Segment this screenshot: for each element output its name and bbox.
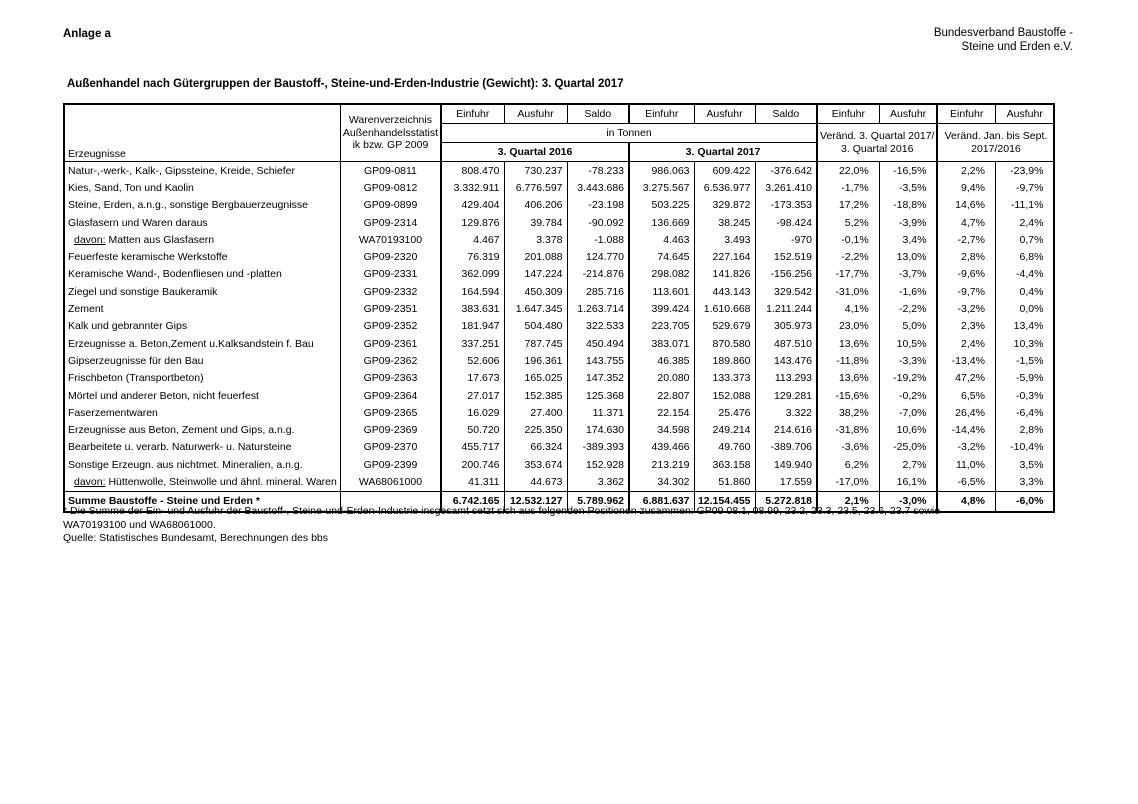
value-cell: 285.716: [567, 283, 629, 300]
value-cell: 2,2%: [937, 162, 995, 180]
col-header-einfuhr-change-quarter: Einfuhr: [817, 104, 879, 124]
value-cell: 181.947: [441, 318, 504, 335]
value-cell: 305.973: [755, 318, 817, 335]
col-header-q2016: 3. Quartal 2016: [441, 143, 629, 162]
col-header-saldo-2016: Saldo: [567, 104, 629, 124]
value-cell: 2,4%: [995, 214, 1054, 231]
value-cell: 1.610.668: [694, 300, 755, 317]
product-code: WA70193100: [340, 231, 441, 248]
value-cell: -13,4%: [937, 352, 995, 369]
table-header: [64, 104, 1054, 162]
product-name: Natur-,-werk-, Kalk-, Gipssteine, Kreide, Schiefer: [64, 162, 340, 180]
table-row: [64, 439, 1054, 456]
value-cell: 149.940: [755, 456, 817, 473]
value-cell: 504.480: [504, 318, 567, 335]
value-cell: 10,3%: [995, 335, 1054, 352]
value-cell: 41.311: [441, 473, 504, 491]
value-cell: 174.630: [567, 421, 629, 438]
product-code: GP09-2351: [340, 300, 441, 317]
product-name: Sonstige Erzeugn. aus nichtmet. Mineralien, a.n.g.: [64, 456, 340, 473]
table-row: [64, 404, 1054, 421]
table-row: [64, 387, 1054, 404]
value-cell: 329.542: [755, 283, 817, 300]
table-row: [64, 370, 1054, 387]
davon-prefix: davon:: [74, 233, 106, 246]
product-code: WA68061000: [340, 473, 441, 491]
value-cell: 165.025: [504, 370, 567, 387]
value-cell: 164.594: [441, 283, 504, 300]
organization-line-2: Steine und Erden e.V.: [961, 41, 1073, 53]
value-cell: -3,0%: [879, 491, 937, 512]
value-cell: -1,7%: [817, 179, 879, 196]
value-cell: -31,0%: [817, 283, 879, 300]
col-header-erzeugnisse: Erzeugnisse: [64, 104, 340, 162]
value-cell: 13,4%: [995, 318, 1054, 335]
value-cell: 363.158: [694, 456, 755, 473]
value-cell: 152.519: [755, 248, 817, 265]
col-header-ausfuhr-2016: Ausfuhr: [504, 104, 567, 124]
value-cell: 51.860: [694, 473, 755, 491]
value-cell: 487.510: [755, 335, 817, 352]
value-cell: 113.601: [629, 283, 694, 300]
product-code: GP09-2369: [340, 421, 441, 438]
col-header-change-quarter: Veränd. 3. Quartal 2017/ 3. Quartal 2016: [817, 124, 937, 162]
value-cell: 3.443.686: [567, 179, 629, 196]
value-cell: 189.860: [694, 352, 755, 369]
sum-row-label: Summe Baustoffe - Steine und Erden *: [64, 491, 340, 512]
table-row: [64, 231, 1054, 248]
col-header-einfuhr-change-ytd: Einfuhr: [937, 104, 995, 124]
foreign-trade-table: [63, 103, 1055, 513]
value-cell: 136.669: [629, 214, 694, 231]
value-cell: 6.881.637: [629, 491, 694, 512]
value-cell: -389.706: [755, 439, 817, 456]
product-code: GP09-2332: [340, 283, 441, 300]
value-cell: 14,6%: [937, 197, 995, 214]
value-cell: 0,0%: [995, 300, 1054, 317]
value-cell: 529.679: [694, 318, 755, 335]
col-header-einfuhr-2016: Einfuhr: [441, 104, 504, 124]
value-cell: -90.092: [567, 214, 629, 231]
value-cell: 249.214: [694, 421, 755, 438]
value-cell: -173.353: [755, 197, 817, 214]
value-cell: 870.580: [694, 335, 755, 352]
table-row: [64, 421, 1054, 438]
value-cell: 113.293: [755, 370, 817, 387]
col-header-change-ytd: Veränd. Jan. bis Sept. 2017/2016: [937, 124, 1054, 162]
value-cell: 133.373: [694, 370, 755, 387]
value-cell: -3,7%: [879, 266, 937, 283]
value-cell: 298.082: [629, 266, 694, 283]
value-cell: 1.263.714: [567, 300, 629, 317]
value-cell: 34.598: [629, 421, 694, 438]
value-cell: 609.422: [694, 162, 755, 180]
value-cell: -98.424: [755, 214, 817, 231]
value-cell: 3.275.567: [629, 179, 694, 196]
value-cell: 2,3%: [937, 318, 995, 335]
col-header-warenverzeichnis: Warenverzeichnis Außenhandelsstatist ik bzw. GP 2009: [340, 104, 441, 162]
value-cell: -6,4%: [995, 404, 1054, 421]
value-cell: 329.872: [694, 197, 755, 214]
value-cell: 503.225: [629, 197, 694, 214]
value-cell: 49.760: [694, 439, 755, 456]
value-cell: 1.211.244: [755, 300, 817, 317]
value-cell: 3.332.911: [441, 179, 504, 196]
table-row: [64, 197, 1054, 214]
value-cell: 147.352: [567, 370, 629, 387]
value-cell: 201.088: [504, 248, 567, 265]
value-cell: 46.385: [629, 352, 694, 369]
value-cell: -0,3%: [995, 387, 1054, 404]
value-cell: 443.143: [694, 283, 755, 300]
table-body: [64, 162, 1054, 512]
value-cell: 2,7%: [879, 456, 937, 473]
col-header-ausfuhr-2017: Ausfuhr: [694, 104, 755, 124]
value-cell: 3.493: [694, 231, 755, 248]
unit-header: in Tonnen: [441, 124, 817, 143]
table-row: [64, 162, 1054, 180]
value-cell: 3,5%: [995, 456, 1054, 473]
value-cell: 27.017: [441, 387, 504, 404]
value-cell: 143.755: [567, 352, 629, 369]
table-row: [64, 335, 1054, 352]
value-cell: 787.745: [504, 335, 567, 352]
value-cell: -1,5%: [995, 352, 1054, 369]
value-cell: -16,5%: [879, 162, 937, 180]
value-cell: 22.807: [629, 387, 694, 404]
value-cell: 6.742.165: [441, 491, 504, 512]
product-code: GP09-0812: [340, 179, 441, 196]
value-cell: -389.393: [567, 439, 629, 456]
table-row: [64, 473, 1054, 491]
value-cell: -6,5%: [937, 473, 995, 491]
value-cell: -1,6%: [879, 283, 937, 300]
value-cell: -31,8%: [817, 421, 879, 438]
value-cell: -3,3%: [879, 352, 937, 369]
value-cell: 143.476: [755, 352, 817, 369]
product-code: GP09-2399: [340, 456, 441, 473]
value-cell: 9,4%: [937, 179, 995, 196]
value-cell: 0,7%: [995, 231, 1054, 248]
table-row: [64, 179, 1054, 196]
product-name: Kalk und gebrannter Gips: [64, 318, 340, 335]
value-cell: 23,0%: [817, 318, 879, 335]
value-cell: 4.463: [629, 231, 694, 248]
value-cell: 13,0%: [879, 248, 937, 265]
col-header-einfuhr-2017: Einfuhr: [629, 104, 694, 124]
value-cell: 383.071: [629, 335, 694, 352]
product-name: Steine, Erden, a.n.g., sonstige Bergbauerzeugnisse: [64, 197, 340, 214]
value-cell: 5,2%: [817, 214, 879, 231]
product-code: GP09-2331: [340, 266, 441, 283]
value-cell: 66.324: [504, 439, 567, 456]
value-cell: 5.789.962: [567, 491, 629, 512]
value-cell: 22.154: [629, 404, 694, 421]
value-cell: 399.424: [629, 300, 694, 317]
value-cell: 124.770: [567, 248, 629, 265]
value-cell: 4,1%: [817, 300, 879, 317]
value-cell: 16,1%: [879, 473, 937, 491]
value-cell: 44.673: [504, 473, 567, 491]
value-cell: 200.746: [441, 456, 504, 473]
value-cell: 3,4%: [879, 231, 937, 248]
value-cell: 450.309: [504, 283, 567, 300]
value-cell: 12.532.127: [504, 491, 567, 512]
product-code: GP09-2365: [340, 404, 441, 421]
value-cell: 362.099: [441, 266, 504, 283]
value-cell: 11,0%: [937, 456, 995, 473]
product-name: Erzeugnisse aus Beton, Zement und Gips, a.n.g.: [64, 421, 340, 438]
value-cell: 39.784: [504, 214, 567, 231]
value-cell: 125.368: [567, 387, 629, 404]
page-title: Außenhandel nach Gütergruppen der Baustoff-, Steine-und-Erden-Industrie (Gewicht): 3. Quartal 2017: [67, 78, 624, 90]
product-name: davon: Hüttenwolle, Steinwolle und ähnl. mineral. Waren: [64, 473, 340, 491]
col-header-saldo-2017: Saldo: [755, 104, 817, 124]
product-code: GP09-2352: [340, 318, 441, 335]
product-code: GP09-2320: [340, 248, 441, 265]
value-cell: 38,2%: [817, 404, 879, 421]
value-cell: 4.467: [441, 231, 504, 248]
value-cell: -2,7%: [937, 231, 995, 248]
product-name: davon: Matten aus Glasfasern: [64, 231, 340, 248]
value-cell: 213.219: [629, 456, 694, 473]
value-cell: 429.404: [441, 197, 504, 214]
value-cell: -18,8%: [879, 197, 937, 214]
table-row: [64, 214, 1054, 231]
value-cell: 34.302: [629, 473, 694, 491]
value-cell: 76.319: [441, 248, 504, 265]
col-header-ausfuhr-change-ytd: Ausfuhr: [995, 104, 1054, 124]
product-code: GP09-2361: [340, 335, 441, 352]
value-cell: -3,5%: [879, 179, 937, 196]
value-cell: 74.645: [629, 248, 694, 265]
value-cell: -9,7%: [937, 283, 995, 300]
value-cell: 10,6%: [879, 421, 937, 438]
value-cell: -3,9%: [879, 214, 937, 231]
product-name: Kies, Sand, Ton und Kaolin: [64, 179, 340, 196]
value-cell: 450.494: [567, 335, 629, 352]
value-cell: 3,3%: [995, 473, 1054, 491]
value-cell: 455.717: [441, 439, 504, 456]
value-cell: -970: [755, 231, 817, 248]
product-code: GP09-2370: [340, 439, 441, 456]
product-name: Keramische Wand-, Bodenfliesen und -platten: [64, 266, 340, 283]
value-cell: 5.272.818: [755, 491, 817, 512]
product-name: Bearbeitete u. verarb. Naturwerk- u. Natursteine: [64, 439, 340, 456]
value-cell: -9,7%: [995, 179, 1054, 196]
value-cell: 22,0%: [817, 162, 879, 180]
value-cell: 406.206: [504, 197, 567, 214]
value-cell: 227.164: [694, 248, 755, 265]
value-cell: -17,0%: [817, 473, 879, 491]
value-cell: -23.198: [567, 197, 629, 214]
value-cell: 6,5%: [937, 387, 995, 404]
value-cell: 383.631: [441, 300, 504, 317]
value-cell: -78.233: [567, 162, 629, 180]
value-cell: -11,8%: [817, 352, 879, 369]
organization-line-1: Bundesverband Baustoffe -: [933, 27, 1073, 39]
value-cell: -0,2%: [879, 387, 937, 404]
value-cell: -7,0%: [879, 404, 937, 421]
annotation-label: Anlage a: [63, 28, 111, 40]
product-name: Gipserzeugnisse für den Bau: [64, 352, 340, 369]
value-cell: 12.154.455: [694, 491, 755, 512]
product-name: Erzeugnisse a. Beton,Zement u.Kalksandstein f. Bau: [64, 335, 340, 352]
value-cell: 129.281: [755, 387, 817, 404]
value-cell: -156.256: [755, 266, 817, 283]
value-cell: -2,2%: [879, 300, 937, 317]
value-cell: 152.088: [694, 387, 755, 404]
value-cell: 0,4%: [995, 283, 1054, 300]
value-cell: 986.063: [629, 162, 694, 180]
value-cell: 20.080: [629, 370, 694, 387]
product-name: Frischbeton (Transportbeton): [64, 370, 340, 387]
table-row: [64, 283, 1054, 300]
value-cell: 152.385: [504, 387, 567, 404]
table-row: [64, 300, 1054, 317]
value-cell: 3.322: [755, 404, 817, 421]
col-header-ausfuhr-change-quarter: Ausfuhr: [879, 104, 937, 124]
value-cell: 2,1%: [817, 491, 879, 512]
footnotes: [63, 505, 940, 546]
value-cell: -15,6%: [817, 387, 879, 404]
table-row: [64, 248, 1054, 265]
product-code: GP09-0899: [340, 197, 441, 214]
value-cell: 196.361: [504, 352, 567, 369]
value-cell: -4,4%: [995, 266, 1054, 283]
value-cell: 225.350: [504, 421, 567, 438]
value-cell: 2,4%: [937, 335, 995, 352]
value-cell: -2,2%: [817, 248, 879, 265]
value-cell: 13,6%: [817, 335, 879, 352]
value-cell: 17.673: [441, 370, 504, 387]
value-cell: 17.559: [755, 473, 817, 491]
value-cell: 147.224: [504, 266, 567, 283]
product-code: GP09-2362: [340, 352, 441, 369]
product-name: Glasfasern und Waren daraus: [64, 214, 340, 231]
value-cell: 322.533: [567, 318, 629, 335]
value-cell: 10,5%: [879, 335, 937, 352]
value-cell: 2,8%: [937, 248, 995, 265]
col-header-q2017: 3. Quartal 2017: [629, 143, 817, 162]
value-cell: 439.466: [629, 439, 694, 456]
table-row: [64, 318, 1054, 335]
value-cell: 50.720: [441, 421, 504, 438]
value-cell: 6.776.597: [504, 179, 567, 196]
value-cell: 27.400: [504, 404, 567, 421]
value-cell: 25.476: [694, 404, 755, 421]
product-code: GP09-0811: [340, 162, 441, 180]
product-name: Mörtel und anderer Beton, nicht feuerfest: [64, 387, 340, 404]
value-cell: 17,2%: [817, 197, 879, 214]
value-cell: 26,4%: [937, 404, 995, 421]
value-cell: 5,0%: [879, 318, 937, 335]
value-cell: -9,6%: [937, 266, 995, 283]
product-name: Zement: [64, 300, 340, 317]
value-cell: 13,6%: [817, 370, 879, 387]
value-cell: 730.237: [504, 162, 567, 180]
product-name: Faserzementwaren: [64, 404, 340, 421]
value-cell: 4,8%: [937, 491, 995, 512]
value-cell: -23,9%: [995, 162, 1054, 180]
value-cell: -3,6%: [817, 439, 879, 456]
footnote-line-1: * Die Summe der Ein- und Ausfuhr der Baustoff-, Steine-und-Erden-Industrie insgesamt setzt sich aus folgenden Positionen zusammen: GP09 08.1, 08.99, 23.2, 23.3, 23.5, 23.6, 23.7 sowie: [63, 505, 941, 517]
value-cell: 214.616: [755, 421, 817, 438]
value-cell: 141.826: [694, 266, 755, 283]
value-cell: 3.261.410: [755, 179, 817, 196]
value-cell: -17,7%: [817, 266, 879, 283]
value-cell: -6,0%: [995, 491, 1054, 512]
value-cell: -376.642: [755, 162, 817, 180]
davon-prefix: davon:: [74, 475, 106, 488]
value-cell: 47,2%: [937, 370, 995, 387]
value-cell: -3,2%: [937, 300, 995, 317]
value-cell: 4,7%: [937, 214, 995, 231]
product-name: Ziegel und sonstige Baukeramik: [64, 283, 340, 300]
value-cell: -0,1%: [817, 231, 879, 248]
value-cell: 808.470: [441, 162, 504, 180]
organization-name: [934, 26, 1073, 54]
value-cell: 3.362: [567, 473, 629, 491]
value-cell: 223.705: [629, 318, 694, 335]
footnote-line-2: WA70193100 und WA68061000.: [63, 518, 216, 531]
value-cell: 2,8%: [995, 421, 1054, 438]
table-row: [64, 456, 1054, 473]
value-cell: 3.378: [504, 231, 567, 248]
table-row: [64, 266, 1054, 283]
value-cell: 38.245: [694, 214, 755, 231]
value-cell: -25,0%: [879, 439, 937, 456]
value-cell: -14,4%: [937, 421, 995, 438]
table-row: [64, 352, 1054, 369]
value-cell: 152.928: [567, 456, 629, 473]
value-cell: -19,2%: [879, 370, 937, 387]
value-cell: -10,4%: [995, 439, 1054, 456]
value-cell: 11.371: [567, 404, 629, 421]
value-cell: 353.674: [504, 456, 567, 473]
value-cell: -3,2%: [937, 439, 995, 456]
product-name: Feuerfeste keramische Werkstoffe: [64, 248, 340, 265]
value-cell: -1.088: [567, 231, 629, 248]
value-cell: 129.876: [441, 214, 504, 231]
product-code: GP09-2364: [340, 387, 441, 404]
value-cell: 6,8%: [995, 248, 1054, 265]
value-cell: 6.536.977: [694, 179, 755, 196]
product-code: GP09-2363: [340, 370, 441, 387]
value-cell: -214.876: [567, 266, 629, 283]
product-code: GP09-2314: [340, 214, 441, 231]
value-cell: 6,2%: [817, 456, 879, 473]
value-cell: 1.647.345: [504, 300, 567, 317]
value-cell: -11,1%: [995, 197, 1054, 214]
value-cell: -5,9%: [995, 370, 1054, 387]
value-cell: 52.606: [441, 352, 504, 369]
value-cell: 16.029: [441, 404, 504, 421]
footnote-source: Quelle: Statistisches Bundesamt, Berechnungen des bbs: [63, 532, 328, 544]
value-cell: 337.251: [441, 335, 504, 352]
